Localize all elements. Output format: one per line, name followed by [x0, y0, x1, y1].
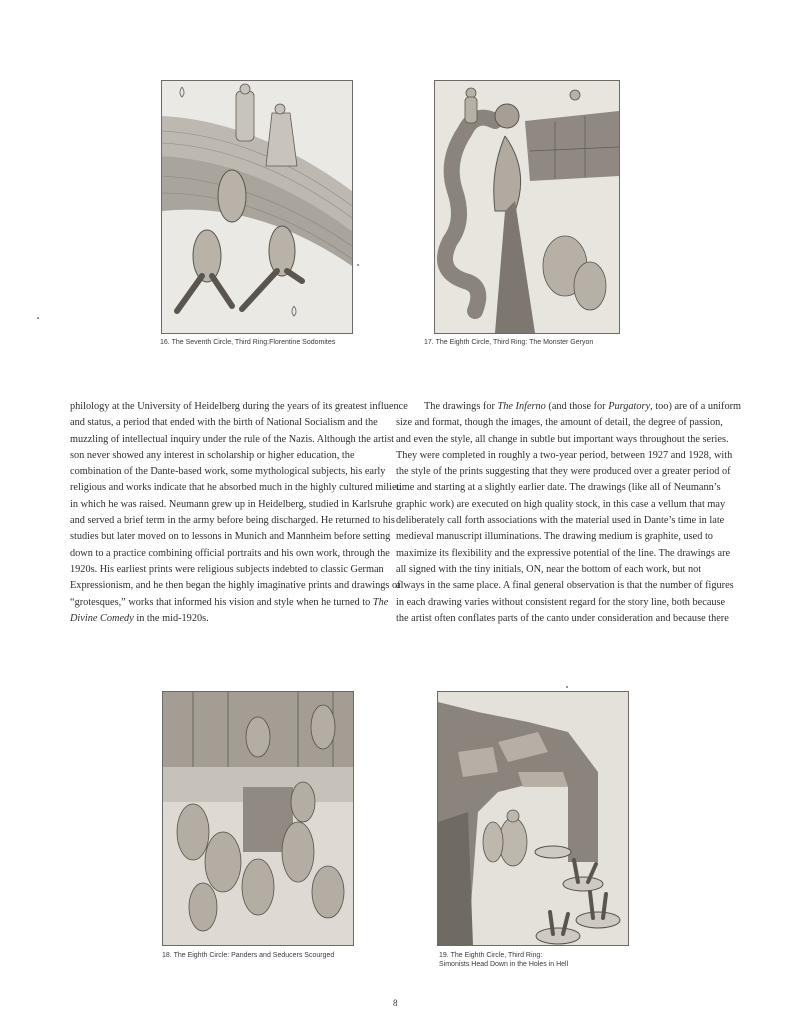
caption-text: The Eighth Circle, Third Ring: The Monster Geryon	[435, 339, 594, 346]
figure-17-caption	[424, 338, 593, 347]
text-line: medieval manuscript illuminations. The drawing medium is graphite, used to	[396, 531, 713, 543]
text-line: muzzling of intellectual inquiry under the rule of the Nazis. Although the artist	[70, 433, 394, 445]
text-line: in each drawing varies without consistent regard for the story line, both because	[396, 596, 726, 608]
caption-text: The Eighth Circle, Third Ring:	[450, 952, 543, 959]
figure-19-caption	[439, 951, 568, 969]
text-fragment: (and those for	[545, 401, 609, 412]
figure-number: 18.	[162, 952, 172, 959]
figure-19-drawing	[437, 691, 629, 946]
text-line: all signed with the tiny initials, ON, near the bottom of each work, but not	[396, 563, 702, 575]
text-fragment: in the mid-1920s.	[133, 612, 209, 624]
text-line: combination of the Dante-based work, some mythological subjects, his early	[70, 466, 386, 478]
text-line: studies but later moved on to lessons in Munich and Mannheim before setting	[70, 531, 391, 543]
text-line: the style of the prints suggesting that they were produced over a greater period of	[396, 466, 731, 478]
figure-number: 16.	[160, 339, 170, 346]
figure-number: 19.	[439, 952, 449, 959]
figure-16-drawing	[161, 80, 353, 334]
figure-18-drawing	[162, 691, 354, 946]
book-title-italic: The	[372, 596, 389, 608]
book-title-italic: Purgatory	[608, 401, 651, 412]
right-text-column	[396, 399, 742, 627]
figure-17-drawing	[434, 80, 620, 334]
scan-speck	[357, 264, 359, 266]
figure-number: 17.	[424, 339, 434, 346]
text-line: 1920s. His earliest prints were religious subjects indebted to classic German	[70, 563, 384, 575]
text-line: deliberately call forth associations with the material used in Dante’s time in late	[396, 515, 725, 527]
page-number: 8	[393, 998, 398, 1008]
text-line: time and starting at a slightly earlier date. The drawings (like all of Neumann’s	[396, 482, 721, 494]
text-line: the artist often conflates parts of the canto under consideration and because there	[396, 612, 729, 624]
book-title-italic: Divine Comedy	[70, 612, 134, 624]
text-line: size and format, though the images, the amount of detail, the degree of passion,	[396, 417, 723, 429]
caption-text: The Eighth Circle: Panders and Seducers Scourged	[173, 952, 335, 959]
text-line: and status, a period that ended with the birth of National Socialism and the	[70, 417, 378, 429]
figure-17-illustration	[435, 81, 619, 333]
figure-16-caption	[160, 338, 335, 347]
figure-19-illustration	[438, 692, 628, 945]
text-line	[70, 611, 395, 627]
text-line: down to a practice combining official portraits and his own work, through the	[70, 547, 390, 559]
geryon-head	[495, 104, 519, 128]
text-line	[396, 399, 742, 415]
figure-16-illustration	[162, 81, 352, 333]
text-line: religious and works indicate that he absorbed much in the highly cultured milieu	[70, 482, 402, 494]
text-line: always in the same place. A final general observation is that the number of figures	[396, 580, 734, 592]
text-line: and even the style, all change in subtle but important ways throughout the series.	[396, 433, 729, 445]
caption-text: The Seventh Circle, Third Ring:Florentine Sodomites	[171, 339, 336, 346]
text-line: Expressionism, and he then began the highly imaginative prints and drawings of	[70, 580, 401, 592]
stone-wall	[525, 111, 619, 181]
figure-18-caption	[162, 951, 334, 960]
text-line: and served a brief term in the army before being discharged. He returned to his	[70, 515, 395, 527]
caption-text: Simonists Head Down in the Holes in Hell	[439, 961, 569, 968]
book-title-italic: The Inferno	[497, 401, 546, 412]
text-fragment: , too) are of a uniform	[650, 401, 742, 412]
text-line: graphic work) are executed on high quality stock, in this case a vellum that may	[396, 498, 726, 510]
text-fragment: “grotesques,” works that informed his vision and style when he turned to	[70, 596, 371, 608]
text-line: maximize its flexibility and the expressive potential of the line. The drawings are	[396, 547, 731, 559]
scan-speck	[566, 686, 568, 688]
left-text-column	[70, 399, 408, 627]
text-fragment: The drawings for	[424, 401, 498, 412]
text-line: philology at the University of Heidelberg during the years of its greatest influence	[70, 401, 408, 412]
text-line	[70, 595, 395, 611]
scan-speck	[37, 317, 39, 319]
text-line: son never showed any interest in scholarship or higher education, the	[70, 449, 355, 461]
text-line: in which he was raised. Neumann grew up in Heidelberg, studied in Karlsruhe	[70, 498, 393, 510]
text-line: They were completed in roughly a two-year period, between 1927 and 1928, with	[396, 449, 733, 461]
figure-18-illustration	[163, 692, 353, 945]
